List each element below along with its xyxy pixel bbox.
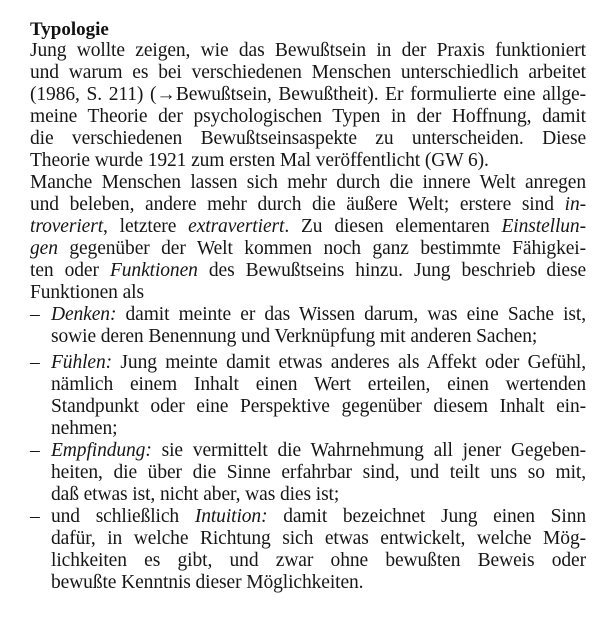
text-line xyxy=(30,352,586,374)
text-line: dafür, in welche Richtung sich etwas entwickelt, welche Mög- xyxy=(51,528,586,549)
text-fragment: und schließlich xyxy=(51,506,195,527)
text-line: sowie deren Benennung und Verknüpfung mit anderen Sachen; xyxy=(51,326,538,347)
text-fragment: , letztere xyxy=(103,216,189,237)
term-intuition: Intuition: xyxy=(194,506,268,527)
bullet-dash: – xyxy=(30,304,40,325)
text-fragment: ten oder xyxy=(30,260,110,281)
text-fragment: gegenüber der Welt kommen noch ganz bestimmte Fähigkei- xyxy=(57,238,586,259)
intro-paragraph xyxy=(30,40,586,172)
text-line: die verschiedenen Bewußtseinsaspekte zu unterscheiden. Diese xyxy=(30,128,586,149)
list-item-empfindung xyxy=(30,440,586,506)
list-item-denken xyxy=(30,304,586,348)
text-line: lichkeiten es gibt, und zwar ohne bewußten Beweis oder xyxy=(51,550,586,571)
text-line xyxy=(30,194,586,216)
text-line xyxy=(30,304,586,326)
term-funktionen: Funktionen xyxy=(109,260,198,281)
text-line: nehmen; xyxy=(51,418,118,439)
text-line: nämlich einem Inhalt einen Wert erteilen, einen wertenden xyxy=(51,374,586,395)
text-line: und warum es bei verschiedenen Menschen unterschiedlich arbeitet xyxy=(30,62,586,83)
text-line: Manche Menschen lassen sich mehr durch die innere Welt anregen xyxy=(30,172,586,193)
term-empfindung: Empfindung: xyxy=(51,440,152,461)
text-line: daß etwas ist, nicht aber, was dies ist; xyxy=(51,484,340,505)
text-line: meine Theorie der psychologischen Typen in der Hoffnung, damit xyxy=(30,106,586,127)
text-line: Standpunkt oder eine Perspektive gegenüber diesem Inhalt ein- xyxy=(51,396,586,417)
text-line: (1986, S. 211) (→Bewußtsein, Bewußtheit). Er formulierte eine allge- xyxy=(30,84,586,105)
list-item-fuehlen xyxy=(30,352,586,440)
term-einstellungen-start: Einstellun- xyxy=(501,216,586,237)
text-fragment: . Zu diesen elementaren xyxy=(284,216,502,237)
list-item-intuition xyxy=(30,506,586,594)
term-introvertiert-end: troveriert xyxy=(30,216,104,237)
bullet-dash: – xyxy=(30,352,40,373)
text-line xyxy=(30,506,586,528)
text-fragment: damit bezeichnet Jung einen Sinn xyxy=(267,506,586,527)
text-fragment: Jung meinte damit etwas anderes als Affekt oder Gefühl, xyxy=(112,352,586,373)
document-page xyxy=(30,20,586,594)
text-fragment: und beleben, andere mehr durch die äußere Welt; erstere sind xyxy=(30,194,565,215)
term-extravertiert: extravertiert xyxy=(188,216,285,237)
text-line xyxy=(30,238,586,260)
bullet-dash: – xyxy=(30,440,40,461)
term-introvertiert-start: in- xyxy=(564,194,586,215)
term-denken: Denken: xyxy=(51,304,117,325)
text-fragment: des Bewußtseins hinzu. Jung beschrieb diese xyxy=(197,260,587,281)
function-list xyxy=(30,304,586,594)
text-line: Funktionen als xyxy=(30,282,144,303)
text-line xyxy=(30,216,586,238)
text-fragment: sie vermittelt die Wahrnehmung all jener Gegeben- xyxy=(151,440,586,461)
term-fuehlen: Fühlen: xyxy=(51,352,113,373)
types-paragraph xyxy=(30,172,586,304)
text-line: Jung wollte zeigen, wie das Bewußtsein in der Praxis funktioniert xyxy=(30,40,586,61)
term-einstellungen-end: gen xyxy=(30,238,58,259)
text-fragment: damit meinte er das Wissen darum, was eine Sache ist, xyxy=(116,304,586,325)
section-heading: Typologie xyxy=(30,19,109,40)
text-line: bewußte Kenntnis dieser Möglichkeiten. xyxy=(51,572,364,593)
text-line: heiten, die über die Sinne erfahrbar sind, und teilt uns so mit, xyxy=(51,462,586,483)
text-line xyxy=(30,260,586,282)
text-line xyxy=(30,440,586,462)
text-line: Theorie wurde 1921 zum ersten Mal veröffentlicht (GW 6). xyxy=(30,150,489,171)
bullet-dash: – xyxy=(30,506,40,527)
